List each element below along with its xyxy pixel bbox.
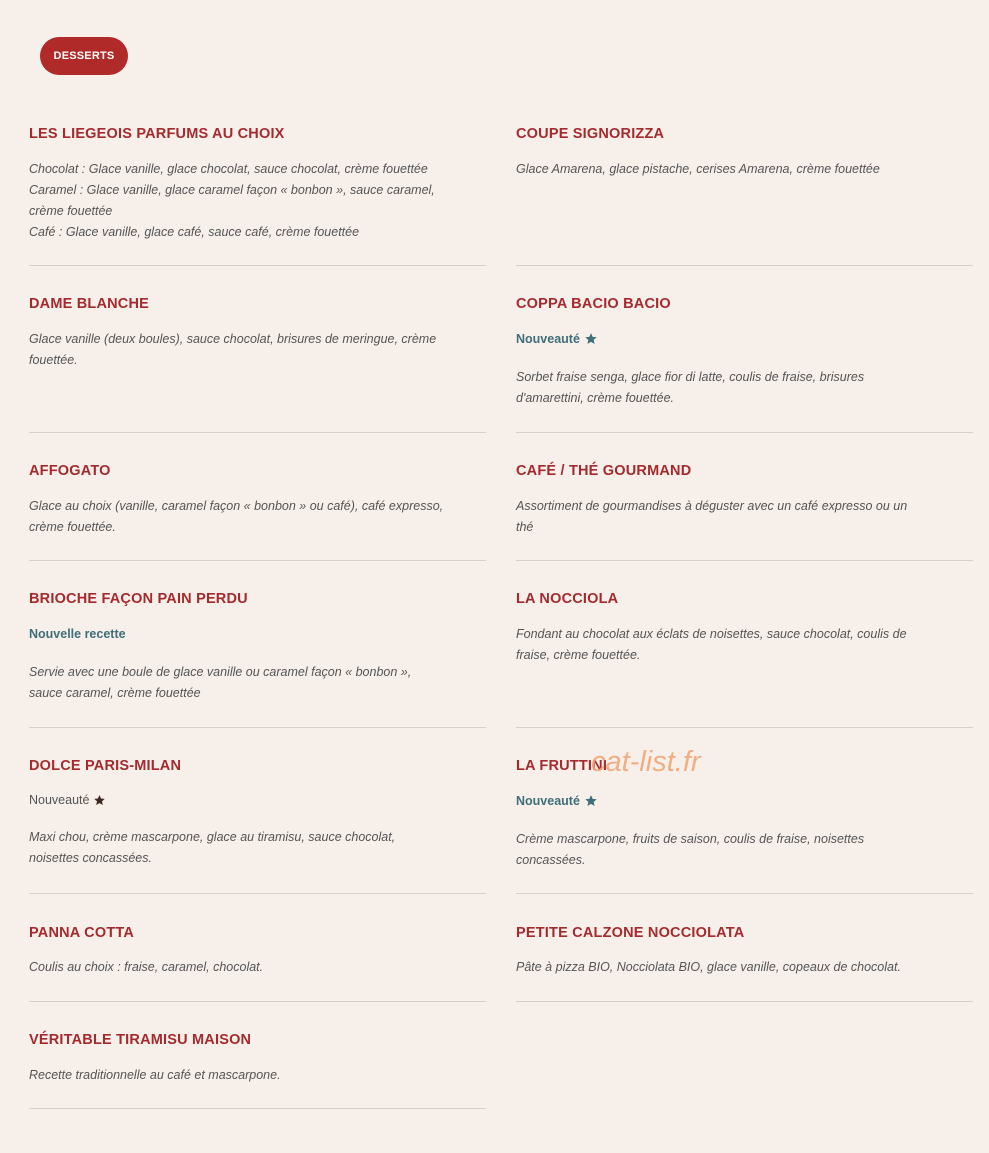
description-line: Pâte à pizza BIO, Nocciolata BIO, glace vanille, copeaux de chocolat. bbox=[516, 960, 901, 974]
item-description bbox=[29, 827, 486, 869]
item-title: VÉRITABLE TIRAMISU MAISON bbox=[29, 1032, 252, 1048]
menu-item-cafe-the-gourmand bbox=[516, 463, 973, 561]
description-line: Chocolat : Glace vanille, glace chocolat, sauce chocolat, crème fouettée bbox=[29, 162, 428, 176]
description-line: noisettes concassées. bbox=[29, 851, 152, 865]
description-line: Assortiment de gourmandises à déguster avec un café expresso ou un bbox=[516, 499, 908, 513]
menu-item-liegeois bbox=[29, 126, 486, 266]
menu-item-dolce-paris-milan bbox=[29, 758, 486, 895]
item-title: LA FRUTTINI bbox=[516, 758, 608, 774]
menu-item-coppa-bacio-bacio bbox=[516, 296, 973, 433]
description-line: Glace au choix (vanille, caramel façon « bonbon » ou café), café expresso, bbox=[29, 499, 444, 513]
item-description bbox=[516, 496, 973, 538]
item-description bbox=[29, 159, 486, 243]
menu-item-panna-cotta bbox=[29, 925, 486, 1003]
description-line: Café : Glace vanille, glace café, sauce café, crème fouettée bbox=[29, 225, 360, 239]
menu-item-la-nocciola bbox=[516, 591, 973, 728]
menu-item-la-fruttini bbox=[516, 758, 973, 895]
new-recipe-badge bbox=[29, 627, 126, 641]
star-icon bbox=[584, 332, 598, 346]
item-title: PANNA COTTA bbox=[29, 925, 135, 941]
badge-label: Nouveauté bbox=[29, 793, 90, 807]
item-title: LES LIEGEOIS PARFUMS AU CHOIX bbox=[29, 126, 285, 142]
star-icon bbox=[93, 794, 106, 807]
description-line: crème fouettée bbox=[29, 204, 113, 218]
item-title: COPPA BACIO BACIO bbox=[516, 296, 671, 312]
item-description bbox=[29, 329, 486, 371]
desserts-category-button[interactable]: DESSERTS bbox=[40, 37, 128, 75]
new-badge bbox=[29, 793, 106, 807]
divider bbox=[516, 560, 973, 561]
item-description bbox=[29, 662, 486, 704]
item-title: CAFÉ / THÉ GOURMAND bbox=[516, 463, 692, 479]
description-line: Glace Amarena, glace pistache, cerises Amarena, crème fouettée bbox=[516, 162, 880, 176]
watermark: cat-list.fr bbox=[591, 746, 701, 778]
menu-item-petite-calzone-nocciolata bbox=[516, 925, 973, 1003]
star-icon bbox=[584, 794, 598, 808]
menu-item-coupe-signorizza bbox=[516, 126, 973, 266]
divider bbox=[29, 1108, 486, 1109]
description-line: crème fouettée. bbox=[29, 520, 116, 534]
item-description bbox=[29, 496, 486, 538]
menu-item-brioche-pain-perdu bbox=[29, 591, 486, 728]
menu-item-tiramisu-maison bbox=[29, 1032, 486, 1110]
divider bbox=[29, 265, 486, 266]
item-title: DAME BLANCHE bbox=[29, 296, 150, 312]
divider bbox=[516, 1001, 973, 1002]
divider bbox=[29, 1001, 486, 1002]
item-title: COUPE SIGNORIZZA bbox=[516, 126, 665, 142]
item-description bbox=[516, 829, 973, 871]
item-title: LA NOCCIOLA bbox=[516, 591, 619, 607]
divider bbox=[516, 893, 973, 894]
item-description bbox=[516, 159, 973, 180]
item-description bbox=[516, 957, 973, 978]
description-line: Maxi chou, crème mascarpone, glace au tiramisu, sauce chocolat, bbox=[29, 830, 396, 844]
description-line: fraise, crème fouettée. bbox=[516, 648, 641, 662]
description-line: Recette traditionnelle au café et mascarpone. bbox=[29, 1068, 281, 1082]
description-line: thé bbox=[516, 520, 534, 534]
menu-item-dame-blanche bbox=[29, 296, 486, 433]
item-description bbox=[516, 624, 973, 666]
item-title: PETITE CALZONE NOCCIOLATA bbox=[516, 925, 745, 941]
item-title: BRIOCHE FAÇON PAIN PERDU bbox=[29, 591, 248, 607]
item-description bbox=[29, 1065, 486, 1086]
new-badge bbox=[516, 332, 598, 346]
badge-label: Nouveauté bbox=[516, 332, 580, 346]
divider bbox=[29, 560, 486, 561]
badge-label: Nouvelle recette bbox=[29, 627, 126, 641]
item-title: AFFOGATO bbox=[29, 463, 111, 479]
item-description bbox=[516, 367, 973, 409]
description-line: fouettée. bbox=[29, 353, 78, 367]
divider bbox=[516, 432, 973, 433]
description-line: Servie avec une boule de glace vanille ou caramel façon « bonbon », bbox=[29, 665, 412, 679]
description-line: Caramel : Glace vanille, glace caramel façon « bonbon », sauce caramel, bbox=[29, 183, 435, 197]
description-line: Glace vanille (deux boules), sauce chocolat, brisures de meringue, crème bbox=[29, 332, 437, 346]
item-description bbox=[29, 957, 486, 978]
item-title: DOLCE PARIS-MILAN bbox=[29, 758, 182, 774]
description-line: d'amarettini, crème fouettée. bbox=[516, 391, 675, 405]
divider bbox=[29, 727, 486, 728]
divider bbox=[516, 727, 973, 728]
description-line: Sorbet fraise senga, glace fior di latte, coulis de fraise, brisures bbox=[516, 370, 865, 384]
menu-item-affogato bbox=[29, 463, 486, 561]
divider bbox=[29, 432, 486, 433]
description-line: Crème mascarpone, fruits de saison, coulis de fraise, noisettes bbox=[516, 832, 865, 846]
divider bbox=[29, 893, 486, 894]
new-badge bbox=[516, 794, 598, 808]
description-line: Fondant au chocolat aux éclats de noisettes, sauce chocolat, coulis de bbox=[516, 627, 907, 641]
divider bbox=[516, 265, 973, 266]
description-line: sauce caramel, crème fouettée bbox=[29, 686, 201, 700]
description-line: Coulis au choix : fraise, caramel, chocolat. bbox=[29, 960, 264, 974]
description-line: concassées. bbox=[516, 853, 586, 867]
badge-label: Nouveauté bbox=[516, 794, 580, 808]
